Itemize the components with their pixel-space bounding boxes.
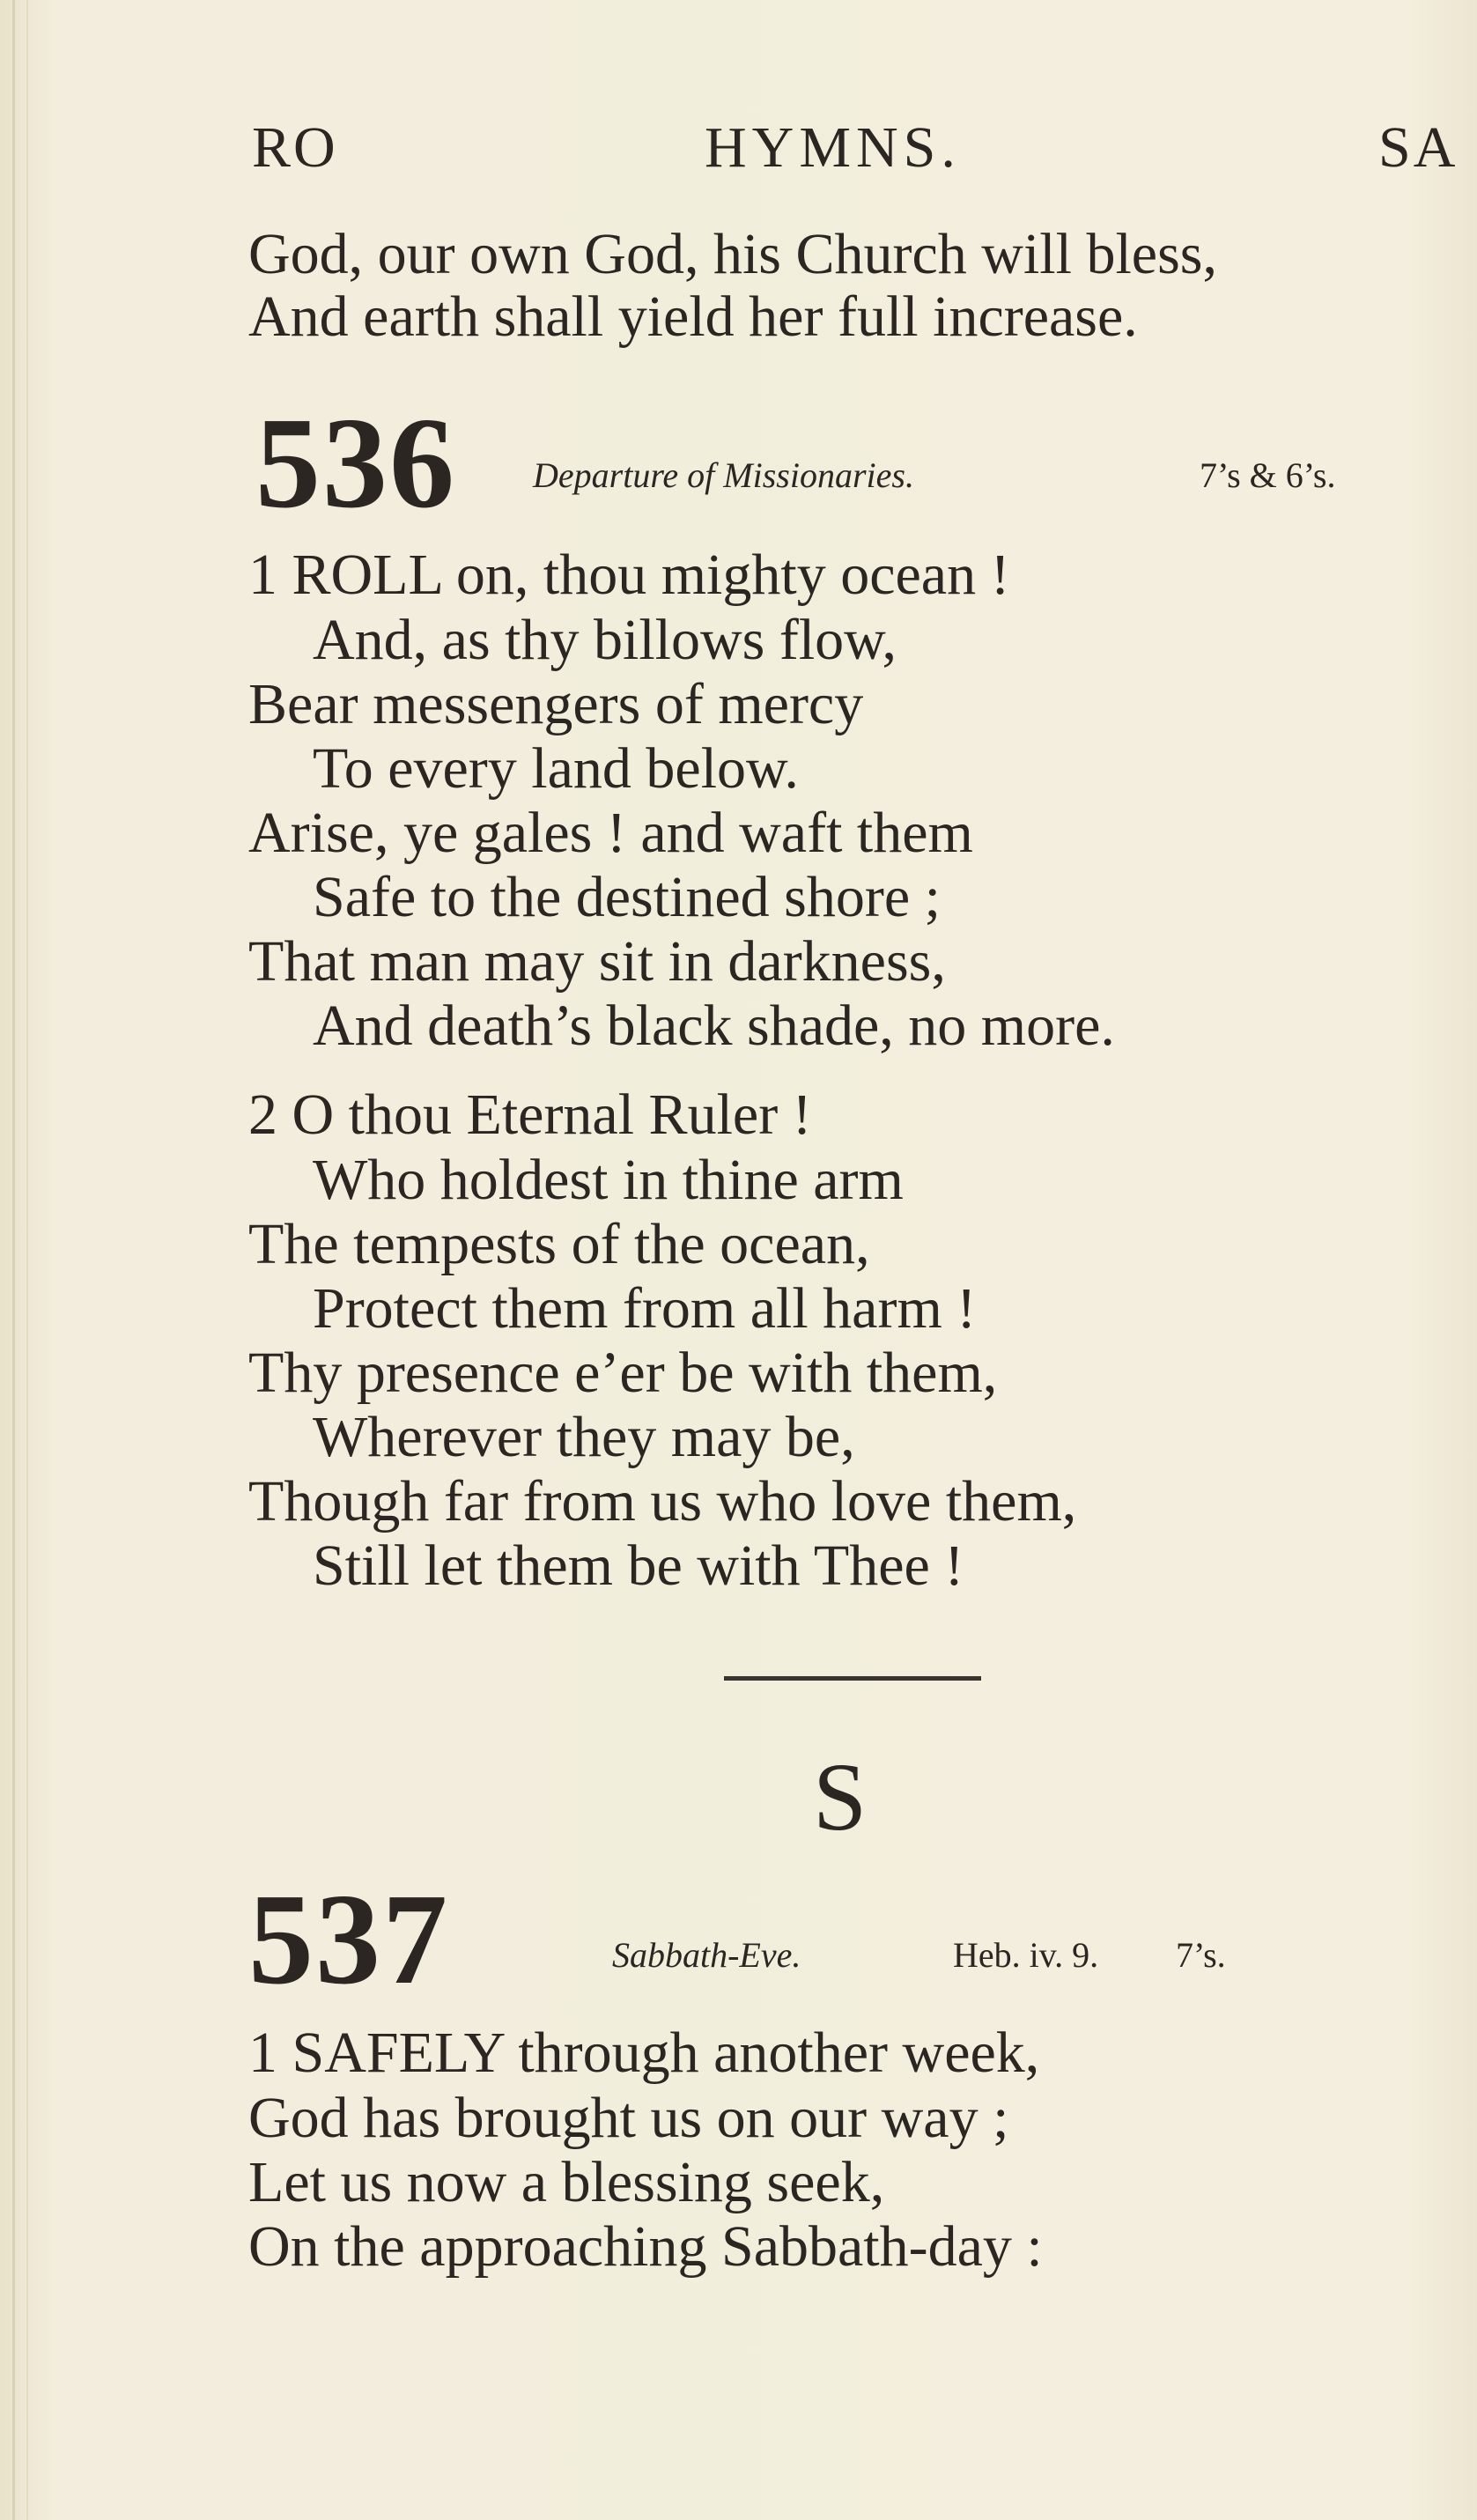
- running-head-title: HYMNS.: [705, 115, 961, 180]
- section-divider-rule: [724, 1676, 981, 1681]
- verse-line: Wherever they may be,: [313, 1405, 855, 1469]
- running-head: [0, 115, 1477, 185]
- verse-line: On the approaching Sabbath-day :: [248, 2214, 1043, 2279]
- continuation-line-1: God, our own God, his Church will bless,: [248, 222, 1217, 286]
- page-edge-inner: [26, 0, 28, 2520]
- running-head-right: SA: [1378, 115, 1459, 180]
- verse-line: And, as thy billows flow,: [313, 608, 897, 672]
- verse-line: And death’s black shade, no more.: [313, 994, 1115, 1058]
- verse-line: God has brought us on our way ;: [248, 2086, 1009, 2150]
- verse-line: The tempests of the ocean,: [248, 1212, 870, 1276]
- hymn-meter-536: 7’s & 6’s.: [1200, 455, 1336, 495]
- verse-line: Arise, ye gales ! and waft them: [248, 801, 973, 865]
- verse-line: Let us now a blessing seek,: [248, 2150, 885, 2214]
- verse-line: Though far from us who love them,: [248, 1469, 1077, 1533]
- verse-line: 1 SAFELY through another week,: [248, 2021, 1040, 2085]
- page-edge: [12, 0, 15, 2520]
- verse-line: 1 ROLL on, thou mighty ocean !: [248, 543, 1010, 607]
- verse-line: Protect them from all harm !: [313, 1276, 977, 1341]
- continuation-line-2: And earth shall yield her full increase.: [248, 285, 1138, 349]
- hymn-reference-537: Heb. iv. 9.: [953, 1935, 1099, 1975]
- verse-line: That man may sit in darkness,: [248, 929, 946, 994]
- verse-line: To every land below.: [313, 736, 799, 801]
- hymn-number-536: 536: [255, 391, 456, 536]
- running-head-left: RO: [252, 115, 338, 180]
- verse-line: 2 O thou Eternal Ruler !: [248, 1083, 812, 1147]
- verse-line: Safe to the destined shore ;: [313, 865, 941, 929]
- hymn-title-537: Sabbath-Eve.: [612, 1935, 801, 1975]
- verse-line: Bear messengers of mercy: [248, 672, 864, 736]
- verse-line: Thy presence e’er be with them,: [248, 1341, 998, 1405]
- hymn-number-537: 537: [248, 1867, 449, 2012]
- verse-line: Still let them be with Thee !: [313, 1533, 964, 1598]
- hymn-title-536: Departure of Missionaries.: [533, 455, 914, 495]
- verse-line: Who holdest in thine arm: [313, 1148, 904, 1212]
- hymn-meter-537: 7’s.: [1176, 1935, 1226, 1975]
- section-letter: S: [813, 1743, 868, 1851]
